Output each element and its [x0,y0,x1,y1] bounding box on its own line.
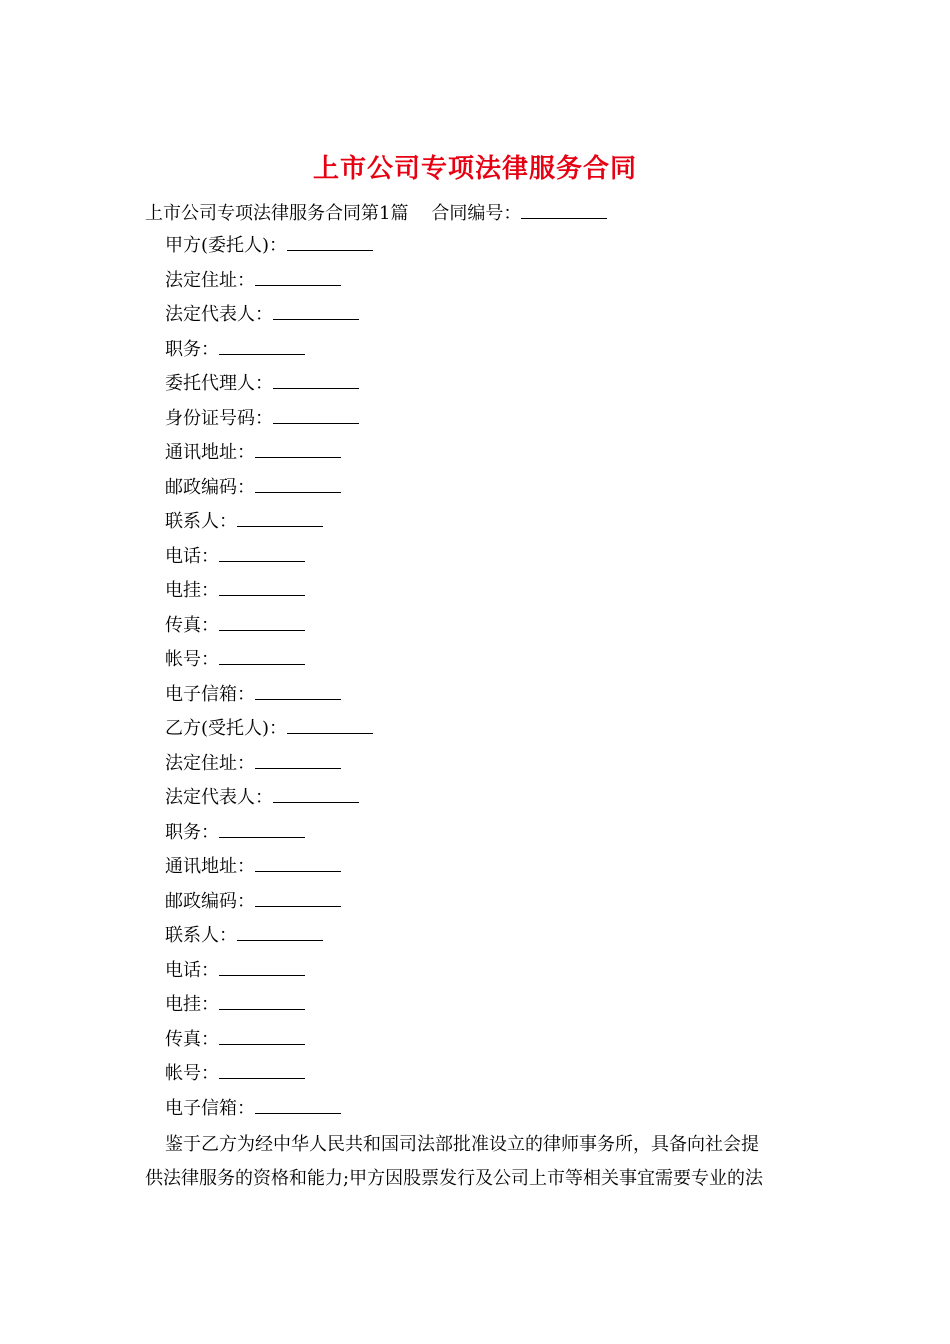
field-blank [219,821,305,838]
field-label: 联系人： [165,511,237,532]
party-field [165,545,373,580]
party-field [165,269,373,304]
party-field [165,510,373,545]
party-field [165,752,373,787]
field-label: 通讯地址： [165,856,255,877]
field-label: 法定代表人： [165,787,273,808]
contract-no-blank [521,202,607,219]
field-blank [287,717,373,734]
party-field [165,924,373,959]
field-label: 电子信箱： [165,683,255,705]
document-title: 上市公司专项法律服务合同 [312,154,637,184]
party-field [165,1097,373,1132]
field-label: 法定代表人： [165,304,273,325]
field-label: 电话： [165,545,219,567]
field-label: 委托代理人： [165,373,273,394]
field-blank [219,338,305,355]
field-label: 乙方(受托人)： [165,718,288,739]
party-field [165,717,373,752]
field-blank [255,890,341,907]
field-blank [255,752,341,769]
field-blank [219,1062,305,1079]
party-field [165,234,373,269]
field-label: 法定住址： [165,269,255,291]
field-blank [219,614,305,631]
field-blank [273,372,359,389]
field-label: 职务： [165,338,219,360]
contract-no-label: 合同编号： [431,203,522,224]
field-label: 邮政编码： [165,476,255,498]
field-label: 电话： [165,959,219,981]
party-field [165,959,373,994]
party-fields-list [165,234,373,1131]
party-field [165,683,373,718]
field-blank [219,648,305,665]
field-blank [255,1097,341,1114]
body-paragraph [145,1128,805,1196]
party-field [165,303,373,338]
field-blank [273,407,359,424]
field-label: 联系人： [165,925,237,946]
field-label: 帐号： [165,649,219,670]
field-blank [273,786,359,803]
party-field [165,441,373,476]
party-field [165,786,373,821]
party-field [165,1028,373,1063]
subtitle-line [145,199,607,225]
paragraph-line: 供法律服务的资格和能力;甲方因股票发行及公司上市等相关事宜需要专业的法 [145,1168,764,1189]
field-blank [255,269,341,286]
party-field [165,855,373,890]
party-field [165,407,373,442]
field-blank [287,234,373,251]
field-label: 法定住址： [165,752,255,774]
party-field [165,476,373,511]
field-blank [255,683,341,700]
field-label: 电子信箱： [165,1097,255,1119]
field-label: 通讯地址： [165,442,255,463]
party-field [165,579,373,614]
field-label: 电挂： [165,580,219,601]
party-field [165,1062,373,1097]
field-blank [219,993,305,1010]
field-blank [219,959,305,976]
field-blank [255,855,341,872]
field-label: 传真： [165,1028,219,1050]
field-label: 甲方(委托人)： [165,235,288,256]
field-label: 帐号： [165,1063,219,1084]
field-label: 身份证号码： [165,407,273,429]
party-field [165,993,373,1028]
party-field [165,614,373,649]
field-blank [219,1028,305,1045]
field-label: 传真： [165,614,219,636]
subtitle-text: 上市公司专项法律服务合同第1篇 [145,203,409,224]
paragraph-line: 鉴于乙方为经中华人民共和国司法部批准设立的律师事务所，具备向社会提 [165,1134,759,1155]
field-blank [273,303,359,320]
party-field [165,372,373,407]
field-blank [255,476,341,493]
field-blank [237,510,323,527]
field-blank [237,924,323,941]
field-label: 职务： [165,821,219,843]
party-field [165,648,373,683]
party-field [165,890,373,925]
party-field [165,338,373,373]
field-blank [219,545,305,562]
field-label: 邮政编码： [165,890,255,912]
field-blank [219,579,305,596]
field-blank [255,441,341,458]
party-field [165,821,373,856]
field-label: 电挂： [165,994,219,1015]
